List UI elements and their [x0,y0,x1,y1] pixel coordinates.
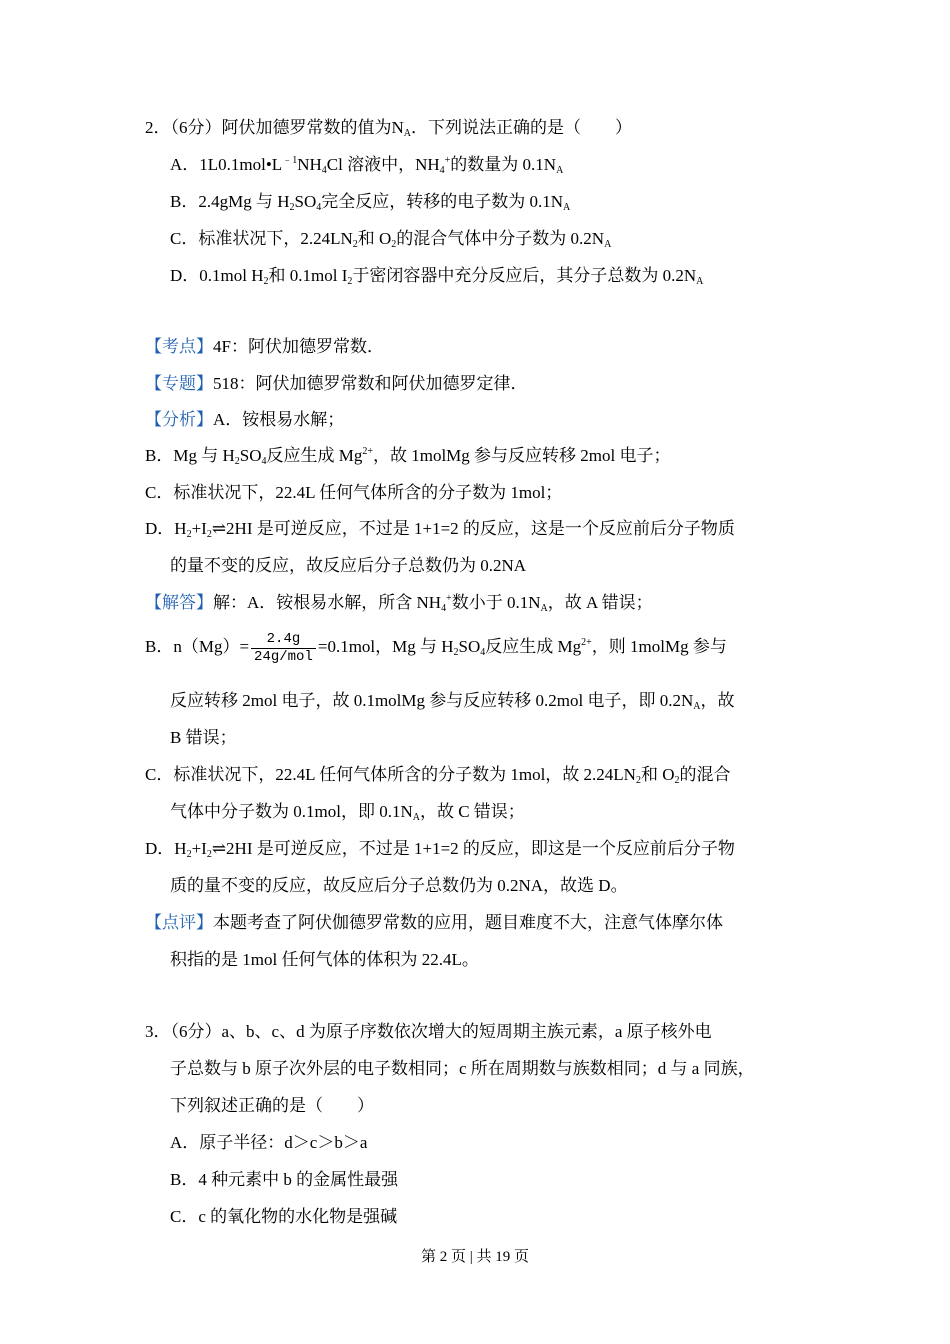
jieda-b: B．n（Mg）= $\frac{2.4g}{\text{24g/mol}}$ =0.1mol，Mg 与 $H_2SO_4$反应生成 $Mg^{2+}$，则 1molMg 参与 [145,630,727,665]
fraction: $\frac{2.4g}{\text{24g/mol}}$ [251,631,316,666]
q3-stem-line1: 3．（6分）a、b、c、d 为原子序数依次增大的短周期主族元素，a 原子核外电 [145,1022,712,1041]
q3-stem-line3: 下列叙述正确的是（ ） [170,1096,374,1115]
fenxi-d-cont: 的量不变的反应，故反应后分子总数仍为 0.2NA [170,556,527,575]
kaodian-tag: 【考点】 [145,337,213,356]
zhuanti-tag: 【专题】 [145,374,213,393]
q2-option-c: C．标准状况下，$2.24LN_2$和 $O_2$的混合气体中分子数为 $0.2N_A$ [170,229,612,250]
jieda-b-cont2: B 错误； [170,728,237,747]
q3-option-a: A．原子半径：d＞c＞b＞a [170,1133,368,1152]
q2-option-d: D．0.1mol $H_2$和 0.1mol $I_2$于密闭容器中充分反应后，其分子总数为 $0.2N_A$ [170,266,704,287]
fenxi: 【分析】A．铵根易水解； [145,410,345,429]
jieda-c: C．标准状况下，22.4L 任何气体所含的分子数为 1mol，故 $2.24LN_2$和 $O_2$的混合 [145,765,731,786]
q2-option-b: B．2.4gMg 与 $H_2SO_4$完全反应，转移的电子数为 $0.1N_A$ [170,192,571,213]
q2-stem: 2．（6分）阿伏加德罗常数的值为$N_A$．下列说法正确的是（ ） [145,118,633,139]
q3-option-c: C．c 的氧化物的水化物是强碱 [170,1207,398,1226]
jieda-d: D．$H_2+I_2\rightleftharpoons 2HI$ 是可逆反应，不过是 1+1=2 的反应，即这是一个反应前后分子物 [145,839,735,860]
jieda-tag: 【解答】 [145,593,213,612]
fenxi-c: C．标准状况下，22.4L 任何气体所含的分子数为 1mol； [145,483,563,502]
fenxi-tag: 【分析】 [145,410,213,429]
jieda-c-cont: 气体中分子数为 0.1mol，即 $0.1N_A$，故 C 错误； [170,802,525,823]
fenxi-b: B．Mg 与 $H_2SO_4$反应生成 $Mg^{2+}$，故 1molMg 参与反应转移 2mol 电子； [145,446,671,467]
dianping-tag: 【点评】 [145,913,213,932]
dianping-cont: 积指的是 1mol 任何气体的体积为 22.4L。 [170,950,479,969]
dianping: 【点评】本题考查了阿伏伽德罗常数的应用，题目难度不大，注意气体摩尔体 [145,913,723,932]
zhuanti: 【专题】518：阿伏加德罗常数和阿伏加德罗定律． [145,374,528,393]
jieda-b-cont1: 反应转移 2mol 电子，故 0.1molMg 参与反应转移 0.2mol 电子，即 $0.2N_A$，故 [170,691,735,712]
kaodian: 【考点】4F：阿伏加德罗常数． [145,337,384,356]
q2-option-a: A．$1L0.1mol•L^{﹣1}NH_4Cl$ 溶液中，$NH_4^+$的数量为 $0.1N_A$ [170,155,564,176]
q3-stem-line2: 子总数与 b 原子次外层的电子数相同；c 所在周期数与族数相同；d 与 a 同族， [170,1059,755,1078]
q3-option-b: B．4 种元素中 b 的金属性最强 [170,1170,399,1189]
page-footer: 第 2 页 | 共 19 页 [420,1249,529,1265]
jieda-d-cont: 质的量不变的反应，故反应后分子总数仍为 0.2NA，故选 D。 [170,876,628,895]
fenxi-d: D．$H_2+I_2\rightleftharpoons 2HI$ 是可逆反应，不过是 1+1=2 的反应，这是一个反应前后分子物质 [145,519,735,540]
jieda: 【解答】解：A．铵根易水解，所含 $NH_4^+$数小于 $0.1N_A$，故 A 错误； [145,593,653,614]
